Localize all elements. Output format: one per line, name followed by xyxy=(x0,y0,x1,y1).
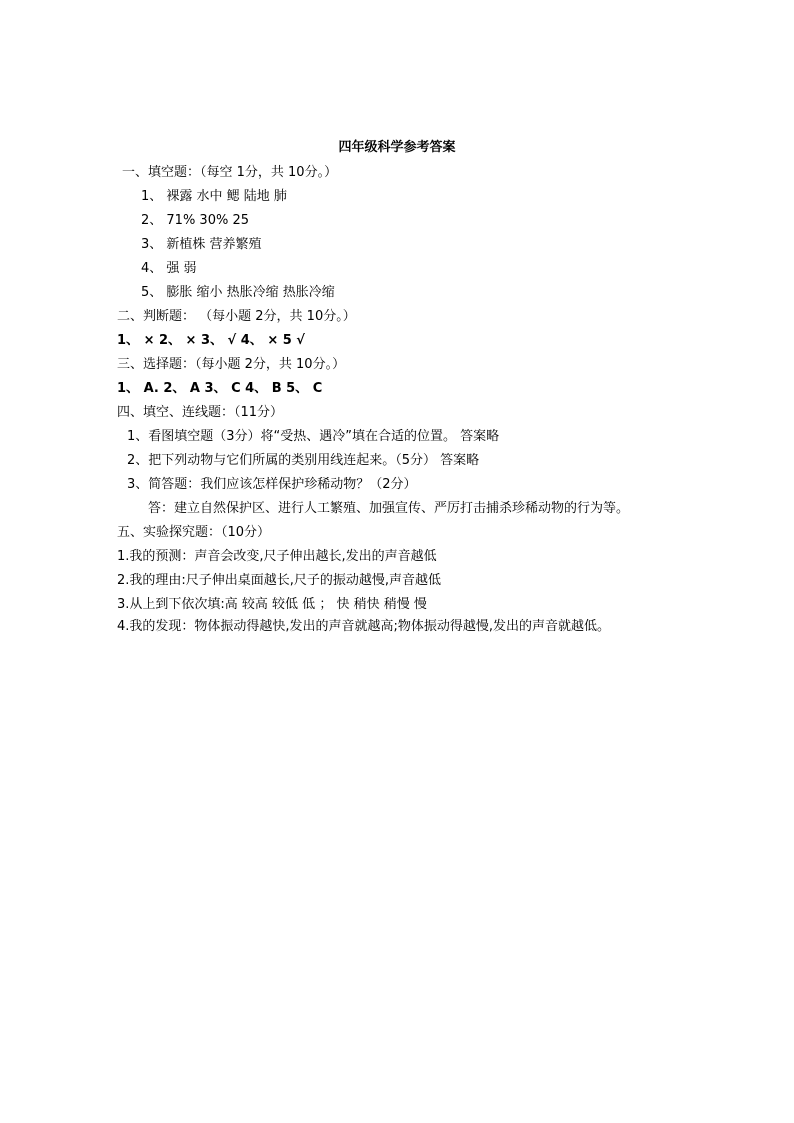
section-1-heading: 一、填空题：（每空 1分，共 10分。） xyxy=(122,165,338,180)
section-3-answers: 1、 A. 2、 A 3、 C 4、 B 5、 C xyxy=(117,381,323,396)
section-1-answer-1: 1、 裸露 水中 鳃 陆地 肺 xyxy=(141,189,287,204)
section-3-heading: 三、选择题：（每小题 2分，共 10分。） xyxy=(117,357,346,372)
section-5-item-1: 1.我的预测：声音会改变,尺子伸出越长,发出的声音越低 xyxy=(117,549,437,564)
section-4-heading: 四、填空、连线题：（11分） xyxy=(117,405,284,420)
page-title: 四年级科学参考答案 xyxy=(338,140,456,155)
section-4-item-3: 3、简答题：我们应该怎样保护珍稀动物？（2分） xyxy=(127,477,417,492)
section-4-item-2: 2、把下列动物与它们所属的类别用线连起来。（5分） 答案略 xyxy=(127,453,480,468)
section-5-heading: 五、实验探究题：（10分） xyxy=(117,525,271,540)
section-2-heading: 二、判断题： （每小题 2分，共 10分。） xyxy=(117,309,356,324)
section-1-answer-2: 2、 71% 30% 25 xyxy=(141,213,249,228)
section-5-item-3: 3.从上到下依次填:高 较高 较低 低 ； 快 稍快 稍慢 慢 xyxy=(117,597,427,612)
section-1-answer-3: 3、 新植株 营养繁殖 xyxy=(141,237,262,252)
section-5-item-2: 2.我的理由:尺子伸出桌面越长,尺子的振动越慢,声音越低 xyxy=(117,573,442,588)
section-1-answer-5: 5、 膨胀 缩小 热胀冷缩 热胀冷缩 xyxy=(141,285,335,300)
section-2-answers: 1、 × 2、 × 3、 √ 4、 × 5 √ xyxy=(117,333,305,348)
section-4-item-3-answer: 答：建立自然保护区、进行人工繁殖、加强宣传、严厉打击捕杀珍稀动物的行为等。 xyxy=(148,501,630,516)
section-4-item-1: 1、看图填空题（3分）将“受热、遇冷”填在合适的位置。 答案略 xyxy=(127,429,500,444)
section-1-answer-4: 4、 强 弱 xyxy=(141,261,197,276)
section-5-item-4: 4.我的发现：物体振动得越快,发出的声音就越高;物体振动得越慢,发出的声音就越低。 xyxy=(117,619,611,634)
